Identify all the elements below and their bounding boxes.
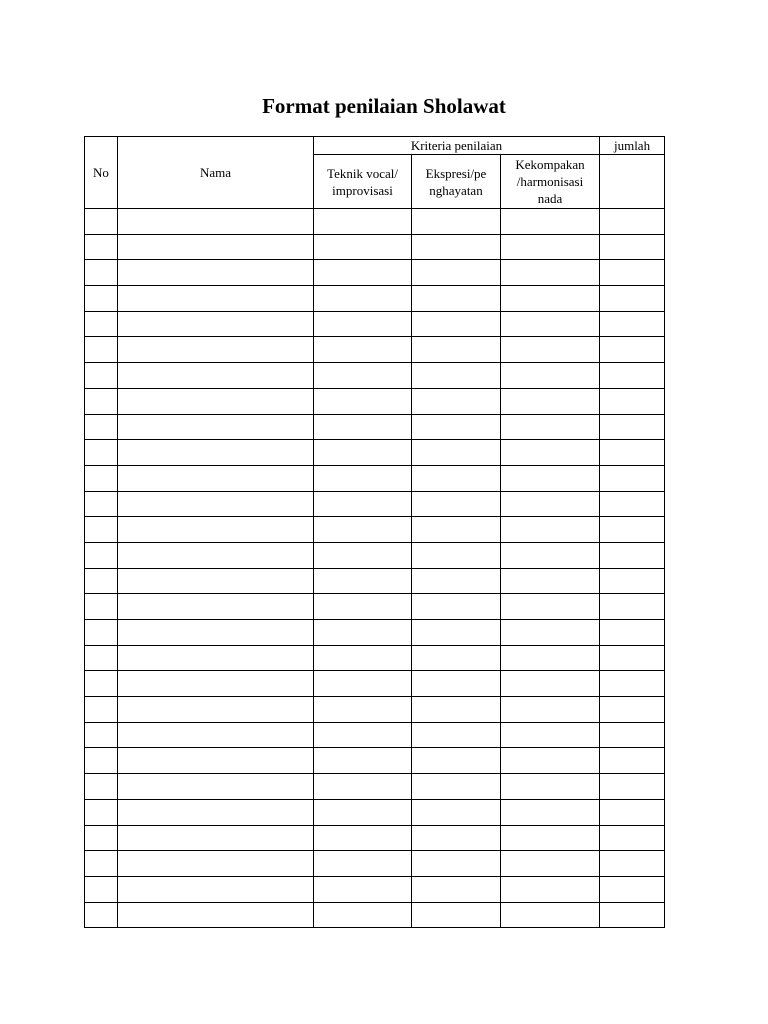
cell-teknik-vocal — [314, 620, 412, 646]
cell-teknik-vocal — [314, 286, 412, 312]
table-row — [85, 337, 665, 363]
cell-jumlah — [600, 260, 665, 286]
cell-kekompakan — [501, 209, 600, 235]
cell-jumlah — [600, 286, 665, 312]
table-row — [85, 594, 665, 620]
header-line: nada — [537, 191, 563, 206]
cell-ekspresi — [412, 209, 501, 235]
cell-jumlah — [600, 645, 665, 671]
assessment-table — [84, 136, 665, 928]
cell-jumlah — [600, 799, 665, 825]
cell-kekompakan — [501, 645, 600, 671]
cell-nama — [118, 774, 314, 800]
cell-no — [85, 645, 118, 671]
cell-jumlah — [600, 440, 665, 466]
header-line: Teknik vocal/ — [327, 165, 398, 181]
cell-no — [85, 388, 118, 414]
cell-kekompakan — [501, 491, 600, 517]
cell-jumlah — [600, 851, 665, 877]
cell-teknik-vocal — [314, 568, 412, 594]
header-line: Kekompakan — [515, 157, 585, 172]
cell-ekspresi — [412, 876, 501, 902]
header-teknik-vocal — [314, 155, 412, 209]
header-jumlah-value — [600, 155, 665, 209]
header-kekompakan — [501, 155, 600, 209]
table-row — [85, 363, 665, 389]
cell-jumlah — [600, 671, 665, 697]
cell-jumlah — [600, 363, 665, 389]
cell-nama — [118, 851, 314, 877]
cell-nama — [118, 542, 314, 568]
header-line: improvisasi — [332, 182, 393, 198]
cell-kekompakan — [501, 337, 600, 363]
cell-kekompakan — [501, 363, 600, 389]
cell-no — [85, 851, 118, 877]
cell-jumlah — [600, 542, 665, 568]
cell-ekspresi — [412, 825, 501, 851]
cell-teknik-vocal — [314, 902, 412, 928]
cell-ekspresi — [412, 568, 501, 594]
cell-no — [85, 876, 118, 902]
table-row — [85, 876, 665, 902]
table-row — [85, 286, 665, 312]
cell-ekspresi — [412, 774, 501, 800]
cell-ekspresi — [412, 722, 501, 748]
cell-kekompakan — [501, 671, 600, 697]
header-kriteria: Kriteria penilaian — [314, 137, 600, 155]
cell-no — [85, 568, 118, 594]
cell-kekompakan — [501, 542, 600, 568]
cell-kekompakan — [501, 825, 600, 851]
cell-teknik-vocal — [314, 414, 412, 440]
header-line: nghayatan — [429, 182, 483, 198]
page-title: Format penilaian Sholawat — [262, 94, 506, 118]
header-line: /harmonisasi — [516, 174, 584, 189]
header-ekspresi — [412, 155, 501, 209]
table-row — [85, 568, 665, 594]
cell-nama — [118, 260, 314, 286]
cell-no — [85, 542, 118, 568]
cell-teknik-vocal — [314, 825, 412, 851]
cell-kekompakan — [501, 465, 600, 491]
cell-ekspresi — [412, 414, 501, 440]
cell-jumlah — [600, 697, 665, 723]
cell-nama — [118, 388, 314, 414]
cell-nama — [118, 568, 314, 594]
cell-kekompakan — [501, 851, 600, 877]
cell-teknik-vocal — [314, 799, 412, 825]
cell-jumlah — [600, 414, 665, 440]
cell-kekompakan — [501, 517, 600, 543]
table-row — [85, 774, 665, 800]
cell-teknik-vocal — [314, 542, 412, 568]
cell-teknik-vocal — [314, 594, 412, 620]
cell-jumlah — [600, 337, 665, 363]
cell-teknik-vocal — [314, 209, 412, 235]
cell-kekompakan — [501, 774, 600, 800]
cell-ekspresi — [412, 620, 501, 646]
cell-no — [85, 465, 118, 491]
table-row — [85, 440, 665, 466]
cell-jumlah — [600, 594, 665, 620]
cell-ekspresi — [412, 260, 501, 286]
cell-nama — [118, 209, 314, 235]
cell-jumlah — [600, 568, 665, 594]
cell-nama — [118, 697, 314, 723]
cell-no — [85, 748, 118, 774]
cell-nama — [118, 620, 314, 646]
table-row — [85, 902, 665, 928]
table-row — [85, 388, 665, 414]
table-row — [85, 517, 665, 543]
cell-no — [85, 799, 118, 825]
cell-kekompakan — [501, 902, 600, 928]
table-row — [85, 748, 665, 774]
cell-ekspresi — [412, 388, 501, 414]
cell-ekspresi — [412, 697, 501, 723]
cell-jumlah — [600, 876, 665, 902]
cell-no — [85, 440, 118, 466]
cell-no — [85, 286, 118, 312]
cell-no — [85, 902, 118, 928]
cell-ekspresi — [412, 594, 501, 620]
cell-no — [85, 363, 118, 389]
cell-teknik-vocal — [314, 671, 412, 697]
cell-ekspresi — [412, 645, 501, 671]
cell-no — [85, 260, 118, 286]
cell-ekspresi — [412, 440, 501, 466]
table-row — [85, 697, 665, 723]
cell-nama — [118, 465, 314, 491]
cell-kekompakan — [501, 414, 600, 440]
cell-nama — [118, 748, 314, 774]
cell-teknik-vocal — [314, 311, 412, 337]
cell-nama — [118, 671, 314, 697]
cell-ekspresi — [412, 902, 501, 928]
cell-teknik-vocal — [314, 645, 412, 671]
cell-nama — [118, 337, 314, 363]
cell-nama — [118, 311, 314, 337]
cell-kekompakan — [501, 234, 600, 260]
cell-ekspresi — [412, 337, 501, 363]
cell-jumlah — [600, 825, 665, 851]
cell-kekompakan — [501, 286, 600, 312]
cell-nama — [118, 286, 314, 312]
cell-nama — [118, 440, 314, 466]
cell-teknik-vocal — [314, 388, 412, 414]
cell-jumlah — [600, 234, 665, 260]
cell-ekspresi — [412, 491, 501, 517]
table-row — [85, 234, 665, 260]
cell-kekompakan — [501, 440, 600, 466]
cell-nama — [118, 594, 314, 620]
table-row — [85, 465, 665, 491]
cell-no — [85, 825, 118, 851]
cell-no — [85, 697, 118, 723]
cell-teknik-vocal — [314, 697, 412, 723]
table-row — [85, 491, 665, 517]
table-row — [85, 645, 665, 671]
cell-kekompakan — [501, 260, 600, 286]
cell-nama — [118, 234, 314, 260]
cell-teknik-vocal — [314, 363, 412, 389]
cell-kekompakan — [501, 388, 600, 414]
cell-jumlah — [600, 388, 665, 414]
cell-no — [85, 594, 118, 620]
cell-nama — [118, 645, 314, 671]
cell-nama — [118, 722, 314, 748]
cell-jumlah — [600, 620, 665, 646]
cell-kekompakan — [501, 620, 600, 646]
cell-no — [85, 671, 118, 697]
cell-no — [85, 209, 118, 235]
table-row — [85, 799, 665, 825]
cell-teknik-vocal — [314, 774, 412, 800]
header-nama: Nama — [118, 137, 314, 209]
cell-nama — [118, 799, 314, 825]
cell-ekspresi — [412, 799, 501, 825]
cell-kekompakan — [501, 311, 600, 337]
cell-ekspresi — [412, 542, 501, 568]
cell-ekspresi — [412, 286, 501, 312]
header-no: No — [85, 137, 118, 209]
table-row — [85, 620, 665, 646]
cell-no — [85, 620, 118, 646]
table-row — [85, 671, 665, 697]
cell-kekompakan — [501, 799, 600, 825]
cell-nama — [118, 876, 314, 902]
cell-jumlah — [600, 465, 665, 491]
cell-kekompakan — [501, 722, 600, 748]
cell-teknik-vocal — [314, 440, 412, 466]
header-row-1 — [85, 137, 665, 155]
cell-kekompakan — [501, 594, 600, 620]
cell-ekspresi — [412, 748, 501, 774]
cell-jumlah — [600, 722, 665, 748]
header-jumlah: jumlah — [600, 137, 665, 155]
table-row — [85, 722, 665, 748]
cell-jumlah — [600, 774, 665, 800]
cell-no — [85, 517, 118, 543]
cell-no — [85, 311, 118, 337]
table-row — [85, 311, 665, 337]
cell-no — [85, 722, 118, 748]
cell-jumlah — [600, 902, 665, 928]
table-row — [85, 260, 665, 286]
cell-teknik-vocal — [314, 722, 412, 748]
cell-no — [85, 491, 118, 517]
table-row — [85, 825, 665, 851]
cell-teknik-vocal — [314, 851, 412, 877]
cell-kekompakan — [501, 876, 600, 902]
cell-teknik-vocal — [314, 337, 412, 363]
table-row — [85, 414, 665, 440]
cell-nama — [118, 491, 314, 517]
cell-ekspresi — [412, 671, 501, 697]
cell-kekompakan — [501, 748, 600, 774]
cell-nama — [118, 902, 314, 928]
table-row — [85, 209, 665, 235]
header-line: Ekspresi/pe — [425, 165, 487, 181]
cell-teknik-vocal — [314, 491, 412, 517]
cell-jumlah — [600, 311, 665, 337]
cell-jumlah — [600, 491, 665, 517]
cell-ekspresi — [412, 234, 501, 260]
table-row — [85, 542, 665, 568]
cell-teknik-vocal — [314, 876, 412, 902]
cell-jumlah — [600, 748, 665, 774]
cell-jumlah — [600, 209, 665, 235]
cell-kekompakan — [501, 697, 600, 723]
cell-no — [85, 234, 118, 260]
table-row — [85, 851, 665, 877]
cell-nama — [118, 414, 314, 440]
cell-teknik-vocal — [314, 465, 412, 491]
cell-ekspresi — [412, 311, 501, 337]
cell-no — [85, 774, 118, 800]
cell-teknik-vocal — [314, 234, 412, 260]
cell-no — [85, 414, 118, 440]
cell-ekspresi — [412, 465, 501, 491]
cell-teknik-vocal — [314, 748, 412, 774]
cell-teknik-vocal — [314, 260, 412, 286]
cell-nama — [118, 363, 314, 389]
cell-ekspresi — [412, 363, 501, 389]
cell-no — [85, 337, 118, 363]
cell-kekompakan — [501, 568, 600, 594]
cell-teknik-vocal — [314, 517, 412, 543]
cell-nama — [118, 825, 314, 851]
cell-ekspresi — [412, 517, 501, 543]
cell-jumlah — [600, 517, 665, 543]
cell-nama — [118, 517, 314, 543]
cell-ekspresi — [412, 851, 501, 877]
